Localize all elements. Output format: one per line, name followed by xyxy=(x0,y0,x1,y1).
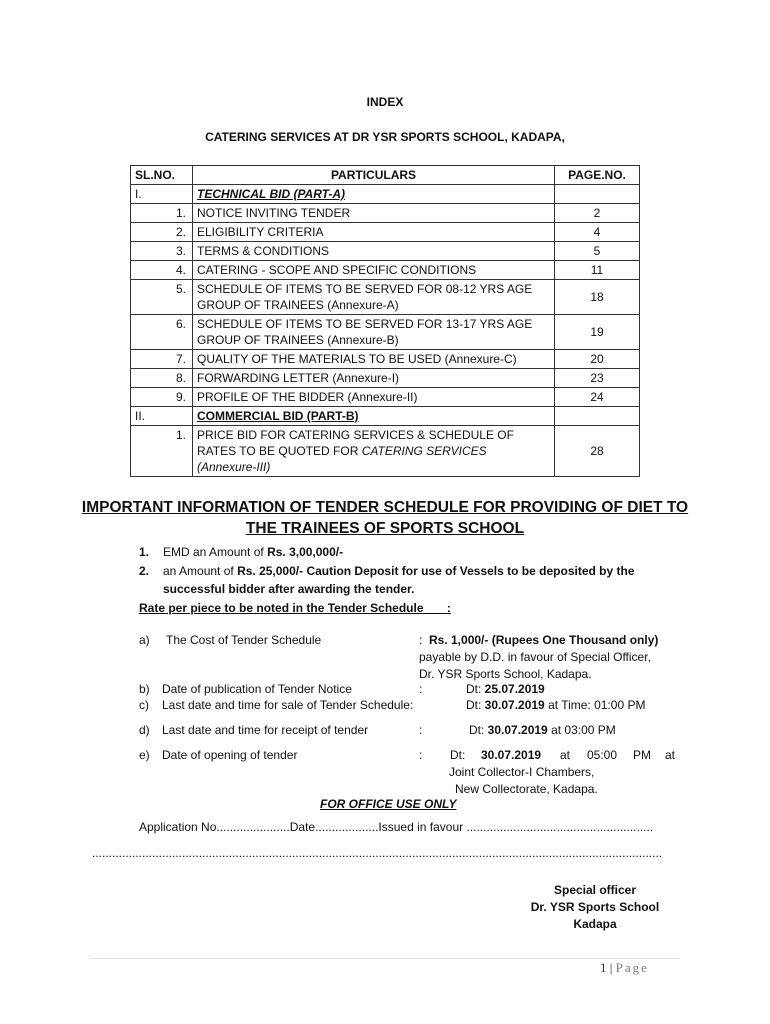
schedule-a-text: The Cost of Tender Schedule xyxy=(166,633,322,647)
row-text: SCHEDULE OF ITEMS TO BE SERVED FOR 08-12 YRS AGE xyxy=(197,282,533,296)
signature-title: Special officer xyxy=(553,883,637,897)
caution-text: an Amount of xyxy=(163,564,238,578)
row-number: 8. xyxy=(131,369,193,388)
index-title: INDEX xyxy=(366,95,404,109)
table-row xyxy=(131,223,640,242)
schedule-e-label: e) xyxy=(139,748,150,762)
row-text: FORWARDING LETTER (Annexure-I) xyxy=(193,369,555,388)
time-value: at Time: 01:00 PM xyxy=(544,698,646,712)
table-row xyxy=(131,426,640,477)
list-item-caution xyxy=(139,562,679,580)
row-text-line2: RATES TO BE QUOTED FOR xyxy=(197,444,362,458)
schedule-c-value xyxy=(466,696,645,714)
table-row xyxy=(131,315,640,350)
row-text: CATERING - SCOPE AND SPECIFIC CONDITIONS xyxy=(193,261,555,280)
schedule-e-at2: at xyxy=(665,748,676,762)
row-page: 20 xyxy=(555,350,640,369)
emd-amount: Rs. 3,00,000/- xyxy=(267,545,344,559)
row-page: 18 xyxy=(555,280,640,315)
schedule-e-pm: PM xyxy=(633,748,651,762)
time-value: at 03:00 PM xyxy=(547,723,616,737)
row-text: TERMS & CONDITIONS xyxy=(193,242,555,261)
signature-block xyxy=(475,882,715,933)
office-use-heading: FOR OFFICE USE ONLY xyxy=(320,797,457,811)
schedule-a-label: a) xyxy=(139,633,150,647)
schedule-a-colon: : xyxy=(419,633,423,647)
table-row xyxy=(131,280,640,315)
caution-amount: Rs. 25,000/- Caution Deposit for use of Vessels to be deposited by the xyxy=(237,564,635,578)
page-word: Page xyxy=(615,960,649,975)
schedule-e-time: 05:00 xyxy=(587,748,618,762)
schedule-e-at: at xyxy=(560,748,571,762)
schedule-c-text: Last date and time for sale of Tender Schedule: xyxy=(162,698,414,712)
section-number: I. xyxy=(131,185,193,204)
rate-note xyxy=(139,599,451,617)
schedule-d-label: d) xyxy=(139,723,150,737)
table-header-row xyxy=(131,166,640,185)
index-table xyxy=(130,165,640,477)
schedule-e-text: Date of opening of tender xyxy=(162,748,298,762)
schedule-e-colon: : xyxy=(419,748,423,762)
row-text-line2: GROUP OF TRAINEES (Annexure-A) xyxy=(197,298,399,312)
schedule-b-label: b) xyxy=(139,682,150,696)
section-row-commercial xyxy=(131,407,640,426)
date-prefix: Dt: xyxy=(466,682,485,696)
application-line: Application No......................Date...................Issued in favour ........................................................ xyxy=(139,820,654,834)
table-row xyxy=(131,242,640,261)
schedule-a-value-line3: Dr. YSR Sports School, Kadapa. xyxy=(419,667,592,681)
date-value: 30.07.2019 xyxy=(484,698,545,712)
list-number: 1. xyxy=(139,545,150,559)
row-page: 5 xyxy=(555,242,640,261)
row-text: QUALITY OF THE MATERIALS TO BE USED (Annexure-C) xyxy=(193,350,555,369)
section-number: II. xyxy=(131,407,193,426)
section-label-commercial: COMMERCIAL BID (PART-B) xyxy=(197,409,359,423)
schedule-e-line2: Joint Collector-I Chambers, xyxy=(449,765,595,779)
date-value: 30.07.2019 xyxy=(487,723,548,737)
row-number: 1. xyxy=(131,426,193,477)
row-number: 7. xyxy=(131,350,193,369)
document-subtitle: CATERING SERVICES AT DR YSR SPORTS SCHOOL, KADAPA, xyxy=(205,130,565,144)
row-number: 2. xyxy=(131,223,193,242)
row-number: 4. xyxy=(131,261,193,280)
section-row-technical xyxy=(131,185,640,204)
row-page: 28 xyxy=(555,426,640,477)
header-slno: SL.NO. xyxy=(131,166,193,185)
table-row xyxy=(131,369,640,388)
page-number-value: 1 xyxy=(600,960,607,975)
row-number: 9. xyxy=(131,388,193,407)
important-heading: IMPORTANT INFORMATION OF TENDER SCHEDULE FOR PROVIDING OF DIET TO THE TRAINEES OF SPORTS SCHOOL xyxy=(81,499,689,537)
caution-line2: successful bidder after awarding the tender. xyxy=(163,582,415,596)
row-number: 3. xyxy=(131,242,193,261)
table-row xyxy=(131,350,640,369)
list-number: 2. xyxy=(139,564,150,578)
table-row xyxy=(131,204,640,223)
section-label-technical: TECHNICAL BID (PART-A) xyxy=(197,187,345,201)
row-text-line3: (Annexure-III) xyxy=(197,460,271,474)
row-number: 1. xyxy=(131,204,193,223)
rate-note-colon: : xyxy=(446,601,451,615)
schedule-a-value: Rs. 1,000/- (Rupees One Thousand only) xyxy=(429,633,659,647)
row-page: 2 xyxy=(555,204,640,223)
row-text: NOTICE INVITING TENDER xyxy=(193,204,555,223)
row-number: 5. xyxy=(131,280,193,315)
schedule-d-text: Last date and time for receipt of tender xyxy=(162,723,369,737)
schedule-d-colon: : xyxy=(419,723,423,737)
schedule-e-line3: New Collectorate, Kadapa. xyxy=(455,782,598,796)
date-prefix: Dt: xyxy=(469,723,488,737)
row-page: 24 xyxy=(555,388,640,407)
row-text: PRICE BID FOR CATERING SERVICES & SCHEDULE OF xyxy=(197,428,514,442)
row-text: ELIGIBILITY CRITERIA xyxy=(193,223,555,242)
row-page: 4 xyxy=(555,223,640,242)
table-row xyxy=(131,388,640,407)
header-pageno: PAGE.NO. xyxy=(555,166,640,185)
footer-divider xyxy=(90,958,680,959)
signature-school: Dr. YSR Sports School xyxy=(530,900,660,914)
schedule-b-colon: : xyxy=(419,682,423,696)
table-row xyxy=(131,261,640,280)
row-text: SCHEDULE OF ITEMS TO BE SERVED FOR 13-17 YRS AGE xyxy=(197,317,533,331)
row-text-italic: CATERING SERVICES xyxy=(361,444,487,458)
emd-text: EMD an Amount of xyxy=(163,545,268,559)
schedule-a-value-line2: payable by D.D. in favour of Special Officer, xyxy=(419,650,651,664)
page-separator: | xyxy=(606,960,616,975)
row-page: 23 xyxy=(555,369,640,388)
schedule-e-date: 30.07.2019 xyxy=(481,748,542,762)
row-text: PROFILE OF THE BIDDER (Annexure-II) xyxy=(193,388,555,407)
list-item-emd xyxy=(139,543,344,561)
dotted-rule: ........................................................................................................................................................................... xyxy=(92,846,663,860)
page-number xyxy=(600,960,649,976)
row-page: 11 xyxy=(555,261,640,280)
schedule-e-prefix: Dt: xyxy=(450,748,466,762)
date-value: 25.07.2019 xyxy=(484,682,545,696)
row-number: 6. xyxy=(131,315,193,350)
schedule-c-label: c) xyxy=(139,698,149,712)
row-text-line2: GROUP OF TRAINEES (Annexure-B) xyxy=(197,333,399,347)
signature-place: Kadapa xyxy=(573,917,617,931)
date-prefix: Dt: xyxy=(466,698,485,712)
schedule-b-text: Date of publication of Tender Notice xyxy=(162,682,352,696)
rate-note-text: Rate per piece to be noted in the Tender Schedule xyxy=(139,601,424,615)
row-page: 19 xyxy=(555,315,640,350)
header-particulars: PARTICULARS xyxy=(193,166,555,185)
schedule-d-value xyxy=(469,721,616,739)
